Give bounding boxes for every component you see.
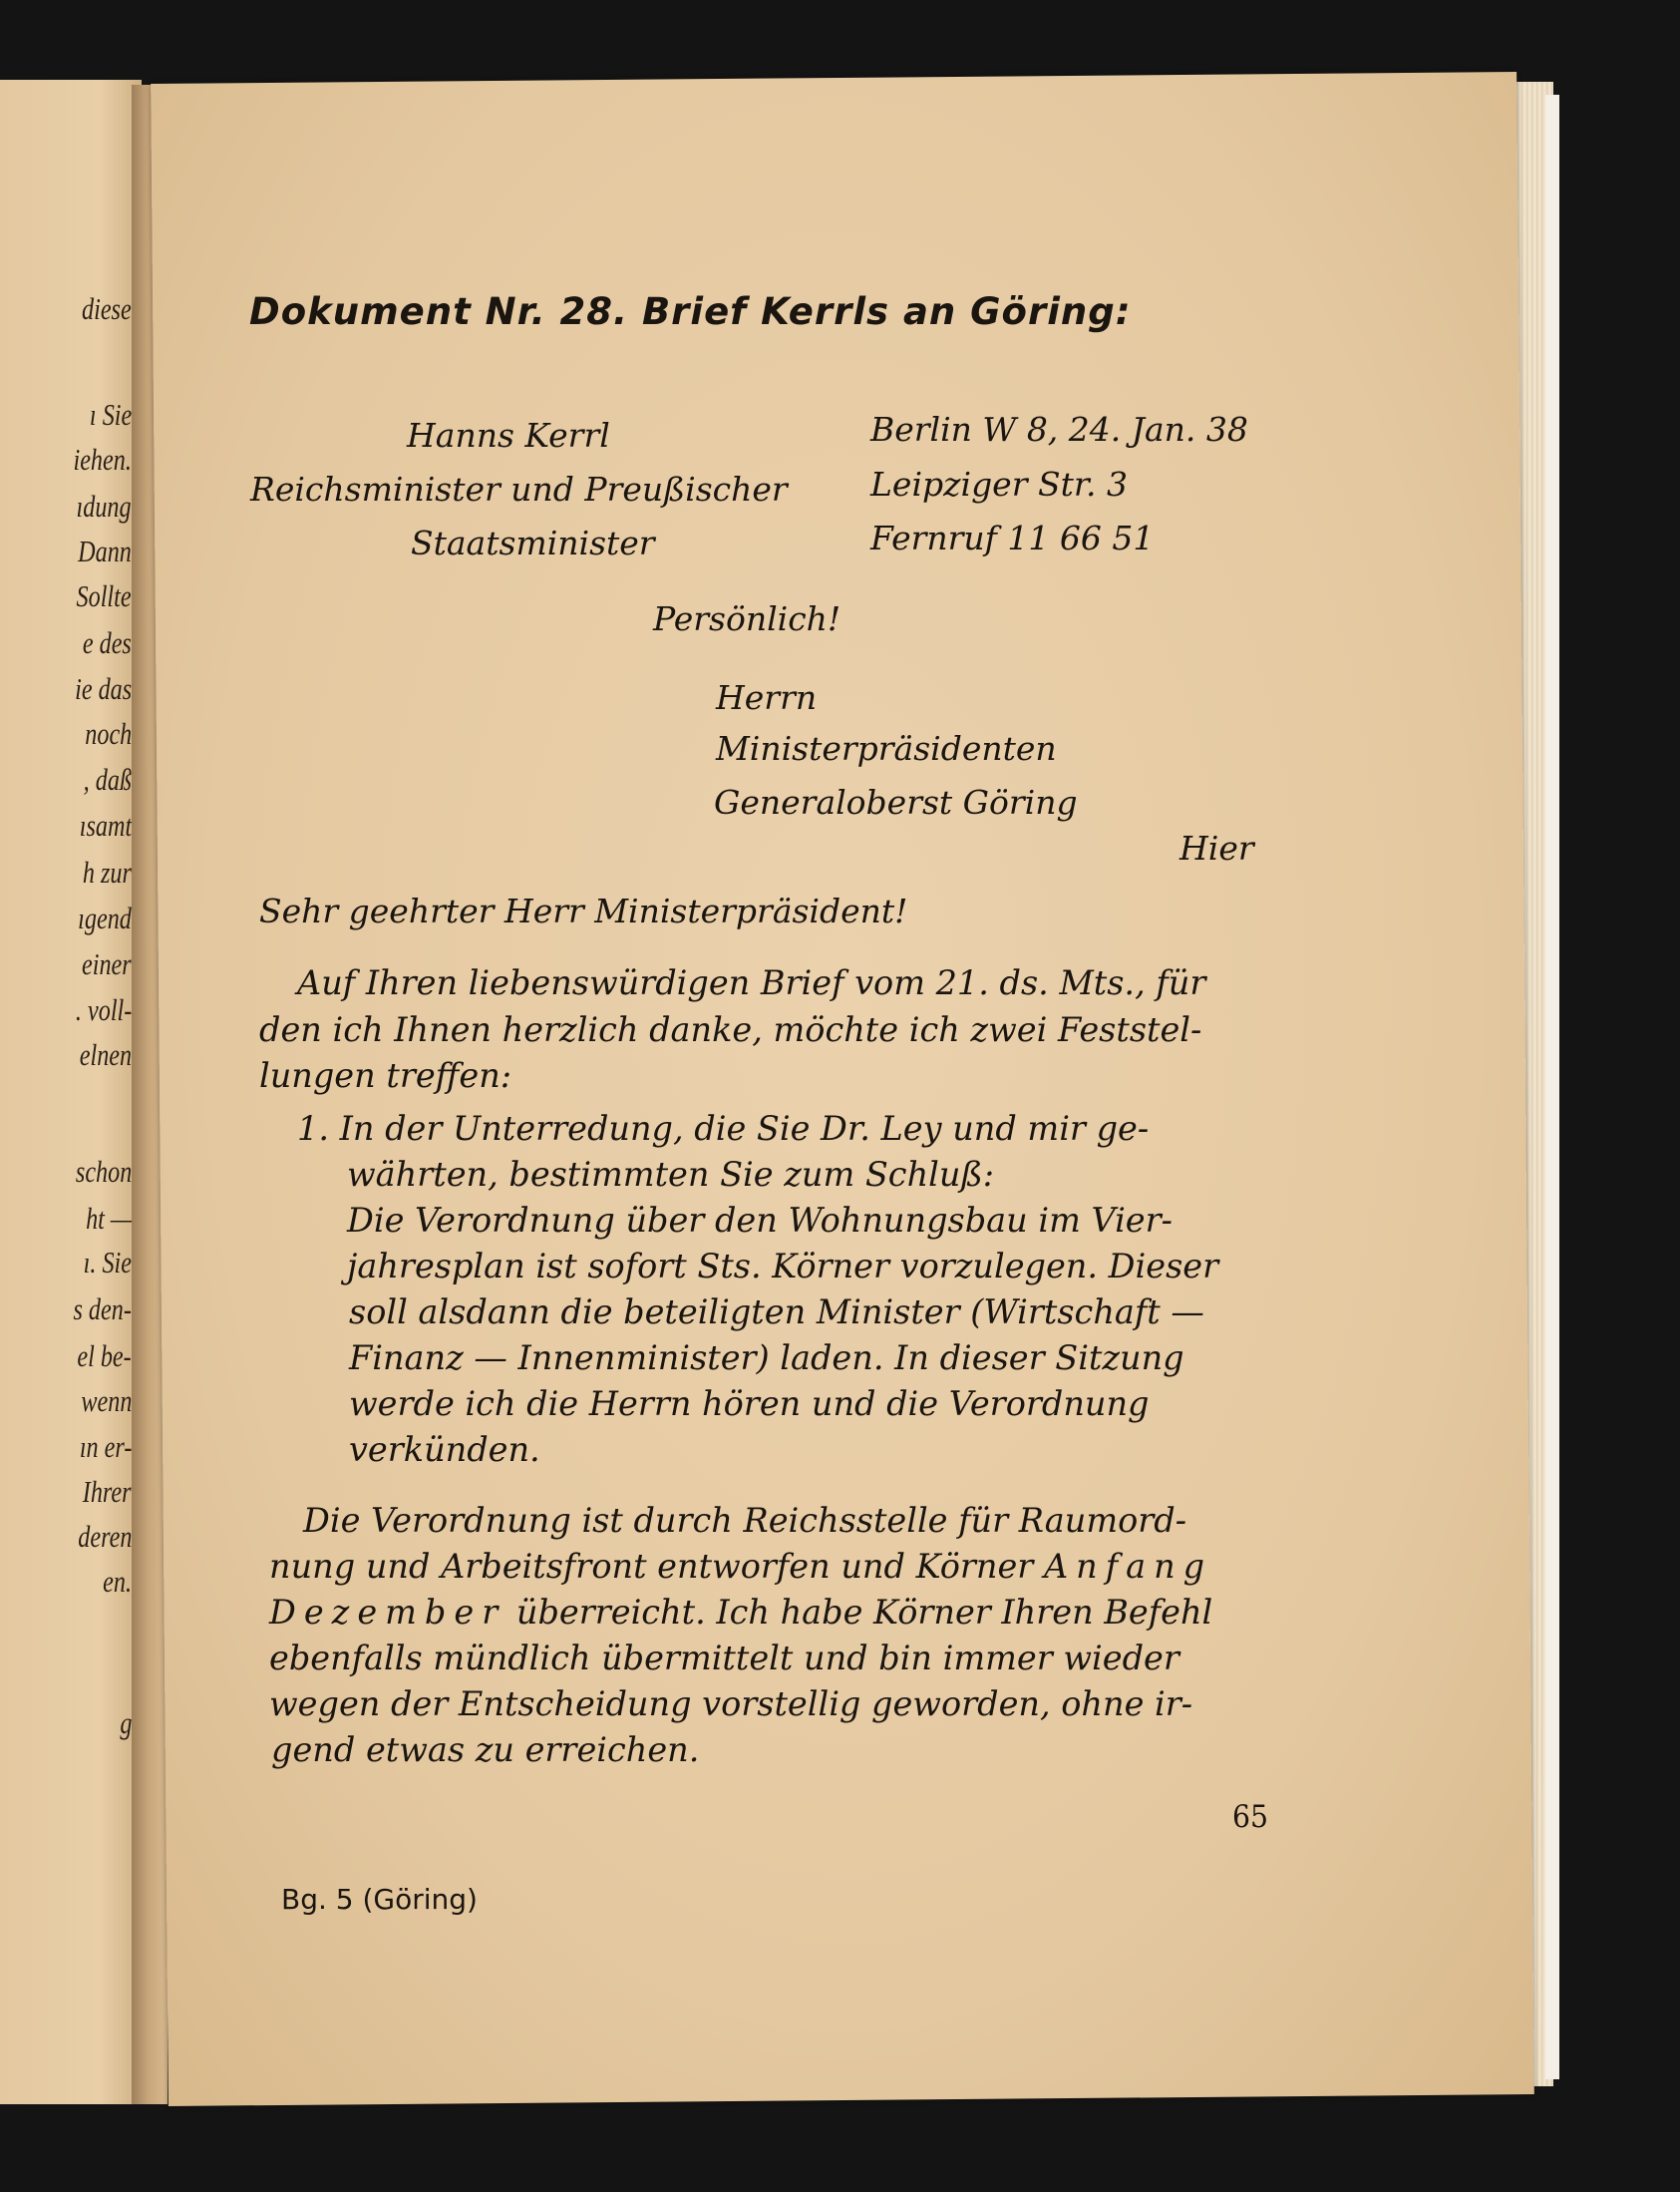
footer-signature: Bg. 5 (Göring)	[281, 1883, 478, 1916]
sender-title: Reichsminister und Preußischer	[250, 470, 788, 509]
paragraph-line: ebenfalls mündlich übermittelt und bin immer wieder	[269, 1639, 1179, 1677]
left-page-text: s den-	[73, 1291, 132, 1326]
left-page-text: deren	[77, 1519, 132, 1554]
left-page-text: noch	[84, 716, 132, 751]
left-page-text: ısamt	[79, 808, 132, 843]
sender-title-2: Staatsminister	[411, 524, 655, 562]
left-page-text: iehen.	[73, 442, 132, 477]
page-number: 65	[1232, 1799, 1268, 1835]
page-edge-highlight	[1545, 95, 1559, 2079]
left-page-text: ht —	[85, 1201, 132, 1236]
recipient-place: Hier	[1179, 829, 1254, 868]
left-page-text: , daß	[83, 762, 132, 797]
item-line: werde ich die Herrn hören und die Verordnung	[349, 1384, 1150, 1423]
paragraph-line: Auf Ihren liebenswürdigen Brief vom 21. ds. Mts., für	[297, 963, 1206, 1002]
phone-number: Fernruf 11 66 51	[870, 519, 1155, 557]
salutation: Sehr geehrter Herr Ministerpräsident!	[259, 892, 908, 930]
left-page-text: h zur	[82, 855, 132, 890]
left-page-text: schon	[75, 1154, 132, 1189]
recipient-line-2: Ministerpräsidenten	[716, 729, 1057, 768]
emphasis-text: Dezember	[269, 1593, 506, 1632]
street-address: Leipziger Str. 3	[870, 465, 1128, 504]
left-page-text: diese	[82, 291, 132, 326]
paragraph-line: gend etwas zu erreichen.	[271, 1730, 700, 1769]
left-page-text: wenn	[80, 1383, 132, 1418]
paragraph-line: den ich Ihnen herzlich danke, möchte ich zwei Feststel-	[259, 1010, 1202, 1049]
sender-name: Hanns Kerrl	[407, 416, 610, 455]
document-heading: Dokument Nr. 28. Brief Kerrls an Göring:	[249, 290, 1132, 333]
left-page-text: Dann	[78, 534, 132, 568]
left-page-text: el be-	[77, 1338, 132, 1373]
item-line: 1. In der Unterredung, die Sie Dr. Ley und mir ge-	[297, 1109, 1150, 1148]
left-page	[0, 80, 142, 2104]
left-page-text: einer	[82, 946, 132, 981]
paragraph-line	[269, 1547, 1212, 1586]
left-page-text: Sollte	[76, 578, 132, 613]
recipient-line-3: Generaloberst Göring	[714, 783, 1078, 822]
left-page-text: ıgend	[78, 901, 132, 935]
paragraph-line: wegen der Entscheidung vorstellig geworden, ohne ir-	[269, 1684, 1193, 1723]
paragraph-line	[269, 1593, 1212, 1632]
paragraph-text: überreicht. Ich habe Körner Ihren Befehl	[505, 1593, 1213, 1632]
left-page-text: ı. Sie	[83, 1245, 132, 1279]
left-page-text: elnen	[79, 1037, 132, 1072]
item-line: jahresplan ist sofort Sts. Körner vorzulegen. Dieser	[347, 1247, 1219, 1285]
left-page-text: g	[119, 1705, 132, 1740]
item-line: Finanz — Innenminister) laden. In dieser Sitzung	[349, 1338, 1184, 1377]
item-line: verkünden.	[349, 1430, 540, 1469]
item-line: Die Verordnung über den Wohnungsbau im Vier-	[347, 1201, 1173, 1240]
left-page-text: ıdung	[76, 489, 132, 524]
personal-note: Persönlich!	[653, 599, 841, 638]
left-page-text: . voll-	[75, 992, 132, 1027]
item-line: soll alsdann die beteiligten Minister (Wirtschaft —	[349, 1292, 1204, 1331]
recipient-line-1: Herrn	[716, 678, 818, 717]
emphasis-text: Anfang	[1043, 1547, 1213, 1586]
left-page-text: ie das	[74, 671, 132, 706]
left-page-text: en.	[103, 1564, 132, 1599]
left-page-text: ın er-	[79, 1429, 132, 1464]
left-page-text: Ihrer	[83, 1474, 132, 1509]
left-page-text: ı Sie	[89, 397, 132, 432]
paragraph-text: nung und Arbeitsfront entworfen und Körner	[269, 1547, 1044, 1586]
paragraph-line: Die Verordnung ist durch Reichsstelle für Raumord-	[303, 1501, 1187, 1540]
paragraph-line: lungen treffen:	[259, 1056, 512, 1095]
item-line: währten, bestimmten Sie zum Schluß:	[347, 1155, 995, 1194]
left-page-text: e des	[82, 625, 132, 660]
place-date: Berlin W 8, 24. Jan. 38	[870, 410, 1248, 449]
